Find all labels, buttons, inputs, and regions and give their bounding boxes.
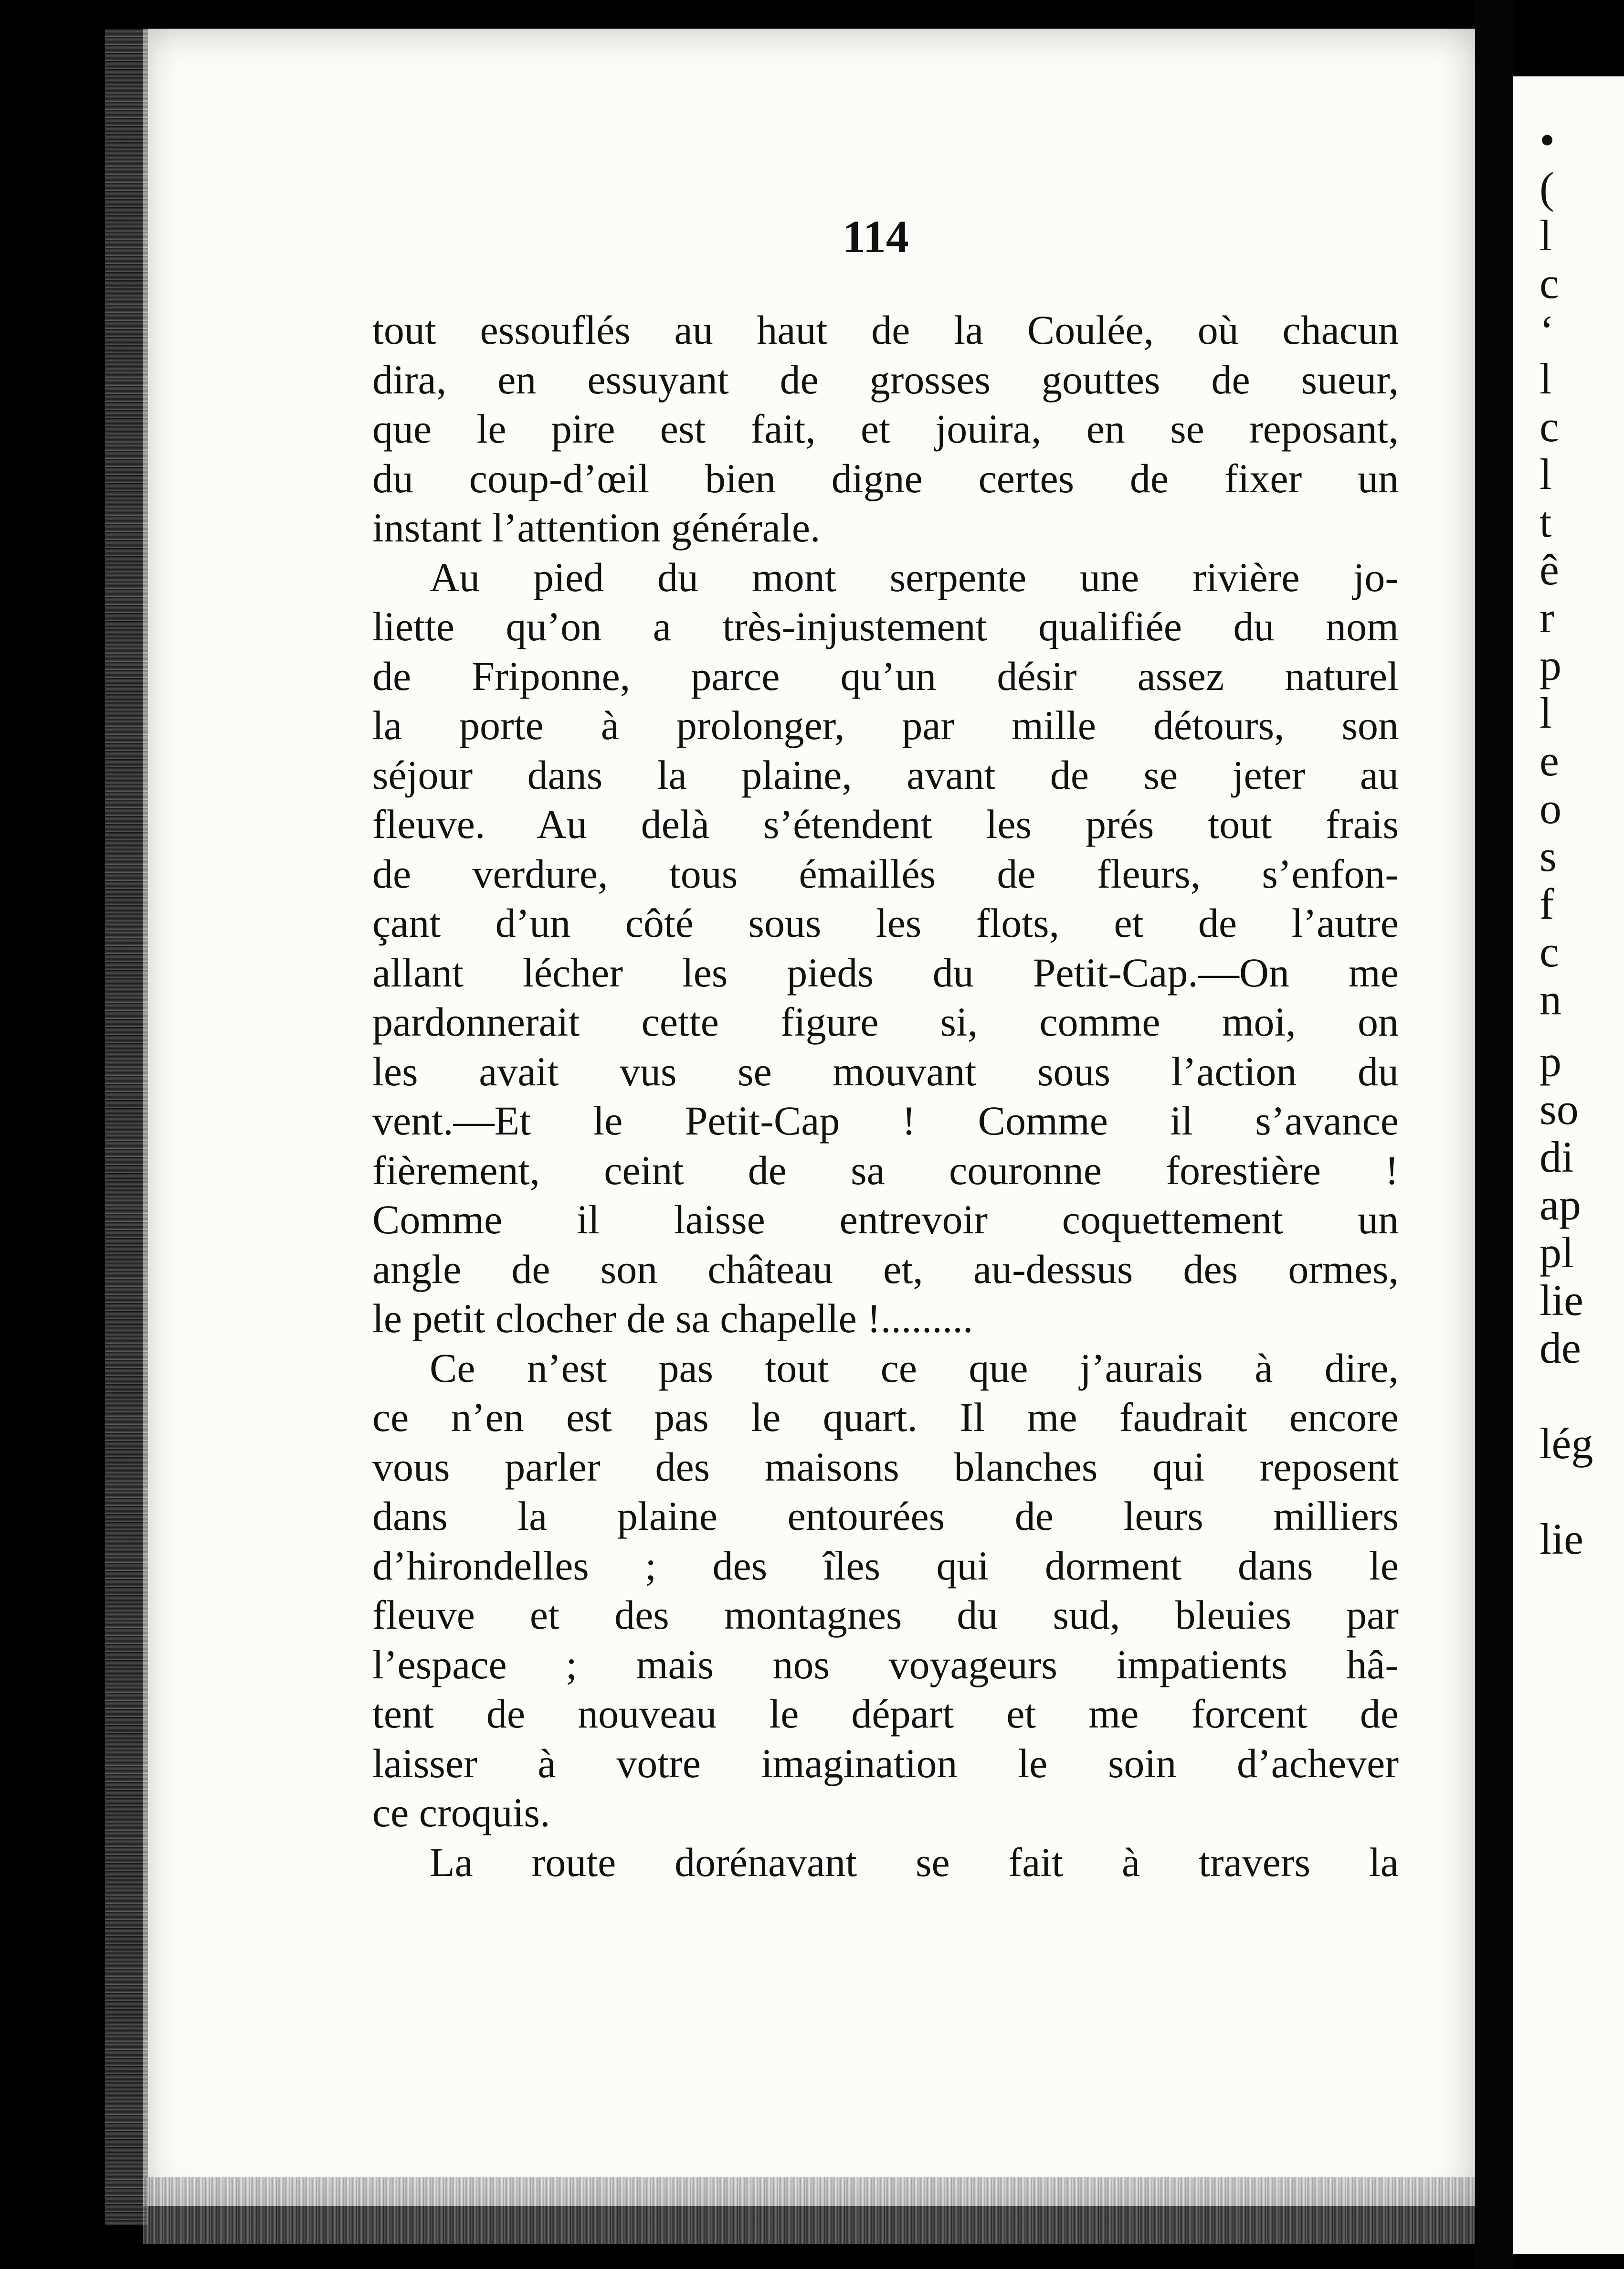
next-page-fragment: r bbox=[1540, 593, 1554, 642]
text-line: que le pire est fait, et jouira, en se reposant, bbox=[372, 406, 1399, 452]
text-line: Comme il laisse entrevoir coquettement un bbox=[372, 1197, 1399, 1242]
next-page-fragment: s bbox=[1540, 832, 1557, 880]
text-line: fleuve. Au delà s’étendent les prés tout frais bbox=[372, 801, 1399, 847]
text-line: ce croquis. bbox=[372, 1790, 550, 1835]
text-line: La route dorénavant se fait à travers la bbox=[430, 1839, 1399, 1885]
text-line: tout essouflés au haut de la Coulée, où chacun bbox=[372, 307, 1399, 353]
next-page-fragment: l bbox=[1540, 211, 1552, 260]
next-page-fragment: p bbox=[1540, 1037, 1561, 1086]
next-page-fragment: l bbox=[1540, 689, 1552, 737]
text-line: dans la plaine entourées de leurs milliers bbox=[372, 1493, 1399, 1539]
text-line: angle de son château et, au-dessus des ormes, bbox=[372, 1246, 1399, 1292]
text-line: Ce n’est pas tout ce que j’aurais à dire, bbox=[430, 1345, 1399, 1391]
next-page-fragment: di bbox=[1540, 1133, 1574, 1181]
text-line: tent de nouveau le départ et me forcent de bbox=[372, 1691, 1399, 1737]
text-line: Au pied du mont serpente une rivière jo- bbox=[430, 554, 1399, 600]
next-page-fragment: • bbox=[1540, 116, 1555, 164]
next-page-fragment: o bbox=[1540, 784, 1561, 833]
text-line: laisser à votre imagination le soin d’achever bbox=[372, 1740, 1399, 1786]
next-page-fragment: lie bbox=[1540, 1276, 1583, 1325]
text-line: la porte à prolonger, par mille détours, son bbox=[372, 702, 1399, 748]
text-line: du coup-d’œil bien digne certes de fixer un bbox=[372, 455, 1399, 501]
text-line: d’hirondelles ; des îles qui dorment dans le bbox=[372, 1542, 1399, 1589]
page-bottom-edge bbox=[143, 2177, 1475, 2244]
next-page-fragment: t bbox=[1540, 498, 1552, 546]
text-line: l’espace ; mais nos voyageurs impatients hâ- bbox=[372, 1641, 1399, 1687]
next-page-fragment: lie bbox=[1540, 1515, 1583, 1563]
text-line: allant lécher les pieds du Petit-Cap.—On me bbox=[372, 949, 1399, 996]
page-number: 114 bbox=[843, 211, 909, 262]
text-line: de Friponne, parce qu’un désir assez naturel bbox=[372, 653, 1399, 699]
text-line: fleuve et des montagnes du sud, bleuies par bbox=[372, 1592, 1399, 1638]
text-line: les avait vus se mouvant sous l’action du bbox=[372, 1048, 1399, 1094]
text-line: séjour dans la plaine, avant de se jeter au bbox=[372, 752, 1399, 798]
next-page-fragment: so bbox=[1540, 1085, 1579, 1134]
page-edge-shadow bbox=[105, 29, 148, 2225]
text-line: vent.—Et le Petit-Cap ! Comme il s’avance bbox=[372, 1098, 1399, 1144]
text-line: le petit clocher de sa chapelle !......... bbox=[372, 1295, 973, 1341]
next-page-fragment: e bbox=[1540, 736, 1559, 785]
next-page-fragment: lég bbox=[1540, 1419, 1593, 1468]
text-line: pardonnerait cette figure si, comme moi, on bbox=[372, 999, 1399, 1045]
next-page-fragment: c bbox=[1540, 927, 1559, 976]
text-line: dira, en essuyant de grosses gouttes de sueur, bbox=[372, 356, 1399, 403]
next-page-fragment: c bbox=[1540, 402, 1559, 451]
text-line: instant l’attention générale. bbox=[372, 505, 821, 551]
text-line: ce n’en est pas le quart. Il me faudrait encore bbox=[372, 1394, 1399, 1440]
next-page-fragment: f bbox=[1540, 880, 1554, 928]
next-page-fragment: de bbox=[1540, 1324, 1581, 1372]
book-gutter bbox=[1475, 0, 1513, 2269]
text-line: vous parler des maisons blanches qui reposent bbox=[372, 1443, 1399, 1490]
next-page-fragment: l bbox=[1540, 450, 1552, 498]
text-line: liette qu’on a très-injustement qualifiée du nom bbox=[372, 604, 1399, 649]
next-page-fragment: ap bbox=[1540, 1180, 1581, 1229]
next-page-edge bbox=[1513, 76, 1624, 2254]
next-page-fragment: l bbox=[1540, 354, 1552, 403]
next-page-fragment: ê bbox=[1540, 545, 1559, 594]
next-page-fragment: pl bbox=[1540, 1228, 1574, 1277]
text-line: çant d’un côté sous les flots, et de l’autre bbox=[372, 900, 1399, 946]
next-page-fragment: ‘ bbox=[1540, 307, 1554, 355]
text-line: de verdure, tous émaillés de fleurs, s’enfon- bbox=[372, 850, 1399, 897]
next-page-fragment: n bbox=[1540, 975, 1561, 1024]
text-line: fièrement, ceint de sa couronne forestière ! bbox=[372, 1147, 1399, 1193]
body-text bbox=[372, 306, 1399, 1887]
next-page-fragment: p bbox=[1540, 641, 1561, 689]
next-page-fragment: ( bbox=[1540, 163, 1554, 212]
next-page-fragment: c bbox=[1540, 259, 1559, 307]
